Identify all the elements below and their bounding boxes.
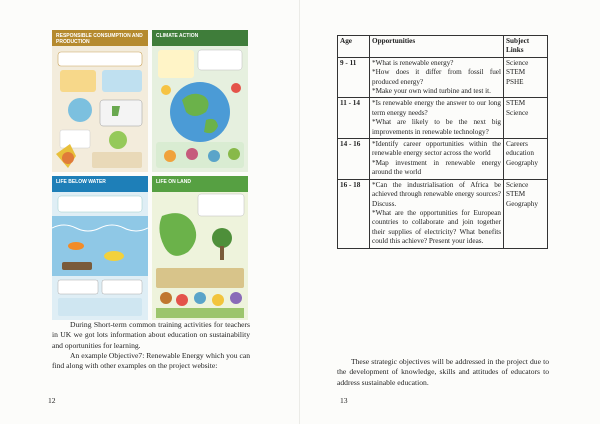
table-row <box>338 57 548 98</box>
opportunities-cell <box>370 98 504 139</box>
right-body-text <box>337 357 549 388</box>
header-subject-links: Subject Links <box>504 36 548 58</box>
sdg-poster-collage <box>52 30 248 320</box>
opportunities-cell <box>370 57 504 98</box>
subjects-cell <box>504 179 548 248</box>
age-cell: 14 - 16 <box>338 139 370 180</box>
opportunity-item: *Map investment in renewable energy around the world <box>372 158 501 177</box>
poster-responsible-consumption <box>52 30 148 172</box>
opportunity-item: *Can the industrialisation of Africa be achieved through renewable energy sources? Discuss. <box>372 180 501 208</box>
poster-title: RESPONSIBLE CONSUMPTION AND PRODUCTION <box>56 33 143 45</box>
subjects-cell <box>504 57 548 98</box>
table-row <box>338 139 548 180</box>
poster-illustration <box>52 30 148 172</box>
training-paragraph: During Short-term common training activities for teachers in UK we got lots information about education on sustainability and oportunities for learning. <box>52 320 250 350</box>
poster-life-below-water <box>52 176 148 320</box>
page-number: 12 <box>48 396 56 405</box>
poster-life-on-land <box>152 176 248 320</box>
age-cell: 11 - 14 <box>338 98 370 139</box>
poster-title: LIFE BELOW WATER <box>56 179 106 185</box>
subject-item: Careers education <box>506 140 534 158</box>
opportunity-item: *Identify career opportunities within the renewable energy sector across the world <box>372 140 501 158</box>
subject-item: STEM <box>506 99 526 108</box>
subject-item: Science <box>506 58 529 67</box>
subjects-cell <box>504 139 548 180</box>
age-cell: 9 - 11 <box>338 57 370 98</box>
poster-illustration <box>152 30 248 172</box>
poster-illustration <box>52 176 148 320</box>
left-body-text <box>52 320 250 371</box>
subject-item: Geography <box>506 199 538 208</box>
subject-item: Geography <box>506 158 538 167</box>
subjects-cell <box>504 98 548 139</box>
page-number: 13 <box>340 396 348 405</box>
opportunity-item: *How does it differ from fossil fuel produced energy? <box>372 68 501 86</box>
opportunity-item: *What is renewable energy? <box>372 58 454 67</box>
table-row <box>338 98 548 139</box>
table-header-row <box>338 36 548 58</box>
subject-item: Science <box>506 180 529 189</box>
opportunities-table <box>337 35 548 249</box>
age-cell: 16 - 18 <box>338 179 370 248</box>
header-age: Age <box>338 36 370 58</box>
opportunities-cell <box>370 139 504 180</box>
opportunity-item: *What are likely to be the next big improvements in renewable technology? <box>372 118 501 136</box>
subject-item: STEM <box>506 190 526 199</box>
subject-item: STEM <box>506 68 526 77</box>
poster-illustration <box>152 176 248 320</box>
poster-climate-action <box>152 30 248 172</box>
subject-item: Science <box>506 108 529 117</box>
header-opportunities: Opportunities <box>370 36 504 58</box>
opportunity-item: *Is renewable energy the answer to our long term energy needs? <box>372 99 501 117</box>
right-page <box>300 0 600 424</box>
opportunities-cell <box>370 179 504 248</box>
subject-item: PSHE <box>506 77 524 86</box>
objective-paragraph: An example Objective7: Renewable Energy which you can find along with other examples on the project website: <box>52 350 250 371</box>
poster-title: CLIMATE ACTION <box>156 33 199 39</box>
opportunity-item: *What are the opportunities for European countries to collaborate and join together their supplies of electricity? What benefits could this achieve? Present your ideas. <box>372 208 501 246</box>
opportunity-item: *Make your own wind turbine and test it. <box>372 87 491 96</box>
strategic-objectives-paragraph: These strategic objectives will be addressed in the project due to the development of knowledge, skills and attitudes of educators to address sustainable education. <box>337 357 549 387</box>
table-row <box>338 179 548 248</box>
poster-title: LIFE ON LAND <box>156 179 191 185</box>
